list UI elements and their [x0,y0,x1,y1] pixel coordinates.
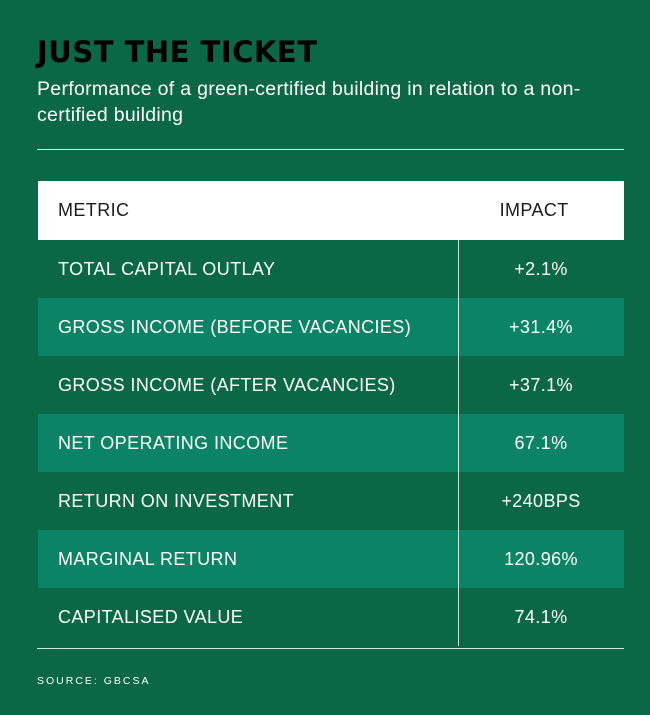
table-row [38,530,624,588]
table-row [38,414,624,472]
metric-cell: GROSS INCOME (BEFORE VACANCIES) [58,316,412,337]
metric-cell: TOTAL CAPITAL OUTLAY [58,258,276,279]
table-header [38,181,624,240]
bottom-rule [37,648,624,649]
metric-cell: NET OPERATING INCOME [58,432,289,453]
impact-table [38,181,624,646]
table-row [38,588,624,646]
metric-cell: CAPITALISED VALUE [58,606,244,627]
table-body [38,240,624,646]
column-divider [458,240,459,646]
impact-cell: +2.1% [514,258,568,279]
metric-cell: MARGINAL RETURN [58,548,238,569]
metric-cell: RETURN ON INVESTMENT [58,490,295,511]
impact-cell: 120.96% [504,548,578,569]
impact-cell: +240BPS [501,490,581,511]
chart-title: JUST THE TICKET [37,35,318,69]
top-rule [37,149,624,150]
column-header-impact: IMPACT [499,200,569,220]
impact-cell: 67.1% [514,432,568,453]
chart-subtitle: Performance of a green-certified building in relation to a non-certified building [37,78,581,126]
column-header-metric: METRIC [58,200,130,220]
table-row [38,472,624,530]
impact-cell: +31.4% [509,316,573,337]
metric-cell: GROSS INCOME (AFTER VACANCIES) [58,374,396,395]
table-row [38,240,624,298]
table-row [38,298,624,356]
impact-cell: +37.1% [509,374,573,395]
source-note: SOURCE: GBCSA [37,675,151,687]
impact-cell: 74.1% [514,606,568,627]
table-row [38,356,624,414]
